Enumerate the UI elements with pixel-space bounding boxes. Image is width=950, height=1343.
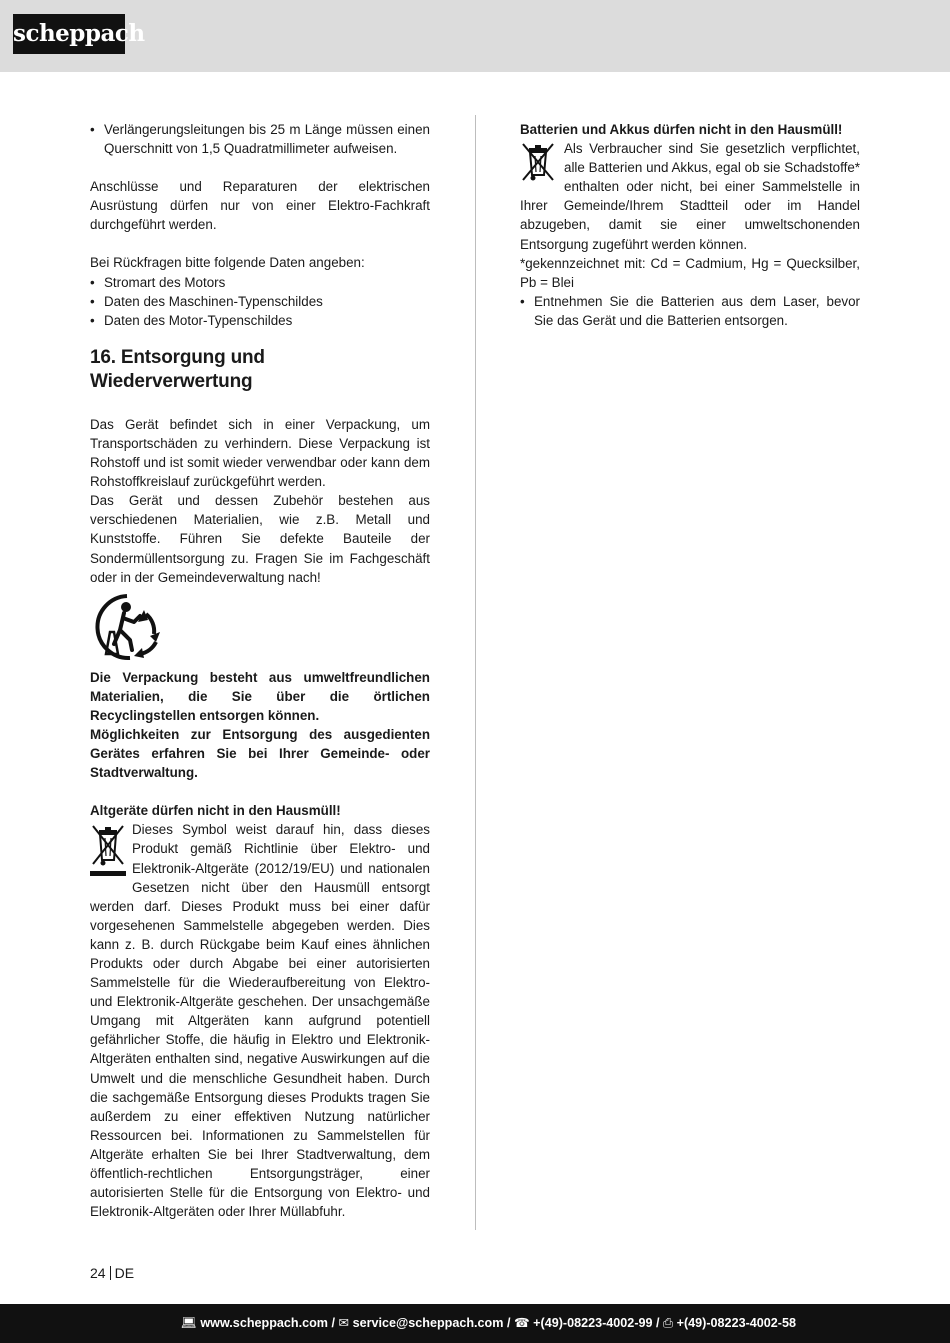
crossed-bin-icon: [90, 822, 126, 878]
battery-paragraph: Als Verbraucher sind Sie gesetzlich verpflichtet, alle Batterien und Akkus, egal ob sie Schadstoffe* enthalten oder nicht, bei einer Sammelstelle in Ihrer Gemeinde/Ihrem Stadtteil oder im Handel abzugeben, damit sie einer umweltschonenden Entsorgung zugeführt werden können.: [520, 141, 860, 252]
separator: /: [328, 1316, 339, 1330]
header-bar: [0, 0, 950, 72]
list-item: • Entnehmen Sie die Batterien aus dem Laser, bevor Sie das Gerät und die Batterien entsorgen.: [520, 292, 860, 330]
left-column: [90, 120, 430, 1221]
language-code: DE: [114, 1265, 135, 1281]
disposal-notice: Möglichkeiten zur Entsorgung des ausgedienten Gerätes erfahren Sie bei Ihrer Gemeinde- oder Stadtverwaltung.: [90, 726, 430, 781]
queries-list: [90, 273, 430, 330]
list-item: • Verlängerungsleitungen bis 25 m Länge müssen einen Querschnitt von 1,5 Quadratmillimeter aufweisen.: [90, 120, 430, 158]
column-divider: [475, 115, 476, 1230]
separator: /: [652, 1316, 664, 1330]
footer-contact-bar: [0, 1304, 950, 1343]
brand-logo[interactable]: scheppach: [13, 14, 125, 54]
list-item: • Stromart des Motors: [90, 273, 430, 292]
connections-paragraph: Anschlüsse und Reparaturen der elektrischen Ausrüstung dürfen nur von einer Elektro-Fachkraft durchgeführt werden.: [90, 179, 430, 233]
extension-list: [90, 120, 430, 158]
packaging-paragraph: Das Gerät befindet sich in einer Verpackung, um Transportschäden zu verhindern. Diese Verpackung ist Rohstoff und ist somit wieder verwendbar oder kann dem Rohstoffkreislauf zurückgeführt werden.: [90, 416, 430, 490]
packaging-notice: Die Verpackung besteht aus umweltfreundlichen Materialien, die Sie über die örtlichen Recyclingstellen entsorgen können.: [90, 669, 430, 723]
section-title: 16. Entsorgung und Wiederverwertung: [90, 346, 265, 392]
page-separator: [110, 1266, 111, 1280]
fax-icon: ⎙: [663, 1316, 674, 1330]
weee-heading: Altgeräte dürfen nicht in den Hausmüll!: [90, 803, 341, 819]
battery-heading: Batterien und Akkus dürfen nicht in den Hausmüll!: [520, 122, 843, 137]
battery-footnote: *gekennzeichnet mit: Cd = Cadmium, Hg = Quecksilber, Pb = Blei: [520, 255, 860, 290]
fax-number: +(49)-08223-4002-58: [676, 1316, 796, 1330]
queries-intro: Bei Rückfragen bitte folgende Daten angeben:: [90, 255, 365, 271]
list-item: • Daten des Maschinen-Typenschildes: [90, 292, 430, 311]
list-item: • Daten des Motor-Typenschildes: [90, 311, 430, 330]
materials-paragraph: Das Gerät und dessen Zubehör bestehen aus verschiedenen Materialien, wie z.B. Metall und Kunststoffe. Führen Sie defekte Bauteile der Sondermüllentsorgung zu. Fragen Sie im Fachgeschäft oder in der Gemeindeverwaltung nach!: [90, 493, 430, 585]
page-number-value: 24: [90, 1265, 106, 1281]
battery-list: [520, 292, 860, 330]
phone-number[interactable]: +(49)-08223-4002-99: [533, 1316, 653, 1330]
phone-icon: ☎︎: [513, 1316, 530, 1330]
email-link[interactable]: service@scheppach.com: [352, 1316, 504, 1330]
crossed-battery-bin-icon: [520, 141, 556, 183]
separator: /: [503, 1316, 514, 1330]
website-link[interactable]: www.scheppach.com: [200, 1316, 328, 1330]
weee-paragraph: Dieses Symbol weist darauf hin, dass dieses Produkt gemäß Richtlinie über Elektro- und Elektronik-Altgeräte (2012/19/EU) und nationalen Gesetzen nicht über den Hausmüll entsorgt werden darf. Dieses Produkt muss bei einer dafür vorgesehenen Sammelstelle abgegeben werden. Dies kann z. B. durch Rückgabe beim Kauf eines ähnlichen Produkts oder durch Abgabe bei einer autorisierten Sammelstelle für die Wiederaufbereitung von Elektro- und Elektronik-Altgeräte geschehen. Der unsachgemäße Umgang mit Altgeräten kann aufgrund potentiell gefährlicher Stoffe, die häufig in Elektro und Elektronik-Altgeräten enthalten sind, negative Auswirkungen auf die Umwelt und die menschliche Gesundheit haben. Durch die sachgemäße Entsorgung dieses Produkts tragen Sie außerdem zu einer effektiven Nutzung natürlicher Ressourcen bei. Informationen zu Sammelstellen für Altgeräte erhalten Sie bei Ihrer Stadtverwaltung, dem öffentlich-rechtlichen Entsorgungsträger, einer autorisierten Stelle für die Entsorgung von Elektro- und Elektronik-Altgeräten oder Ihrer Müllabfuhr.: [90, 822, 430, 1220]
page-number: [90, 1265, 134, 1281]
right-column: [520, 120, 860, 330]
footer-contacts: [181, 1304, 796, 1343]
computer-icon: 💻︎: [180, 1316, 197, 1330]
recycling-disposal-icon: [90, 592, 166, 662]
mail-icon: ✉︎: [338, 1316, 350, 1330]
